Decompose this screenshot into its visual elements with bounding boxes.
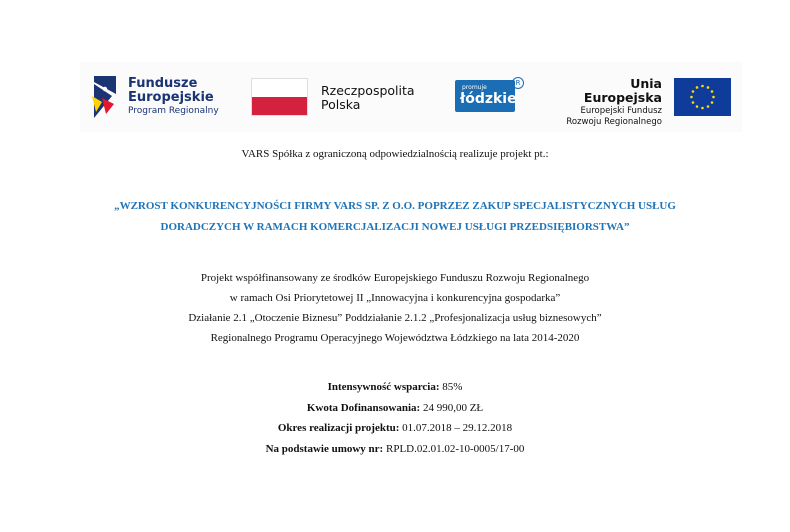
ue-title: Unia Europejska (583, 76, 662, 105)
project-title-line-2: DORADCZYCH W RAMACH KOMERCJALIZACJI NOWEJ USŁUGI PRZEDSIĘBIORSTWA” (160, 221, 630, 233)
period-value: 01.07.2018 – 29.12.2018 (402, 422, 513, 434)
eu-star-icon (692, 101, 695, 104)
agreement-label: Na podstawie umowy nr: (265, 442, 384, 455)
intensity-value: 85% (442, 381, 463, 393)
fe-title-2: Europejskie (128, 89, 214, 105)
fact-period (0, 418, 790, 439)
project-facts (0, 377, 790, 459)
description-line: w ramach Osi Priorytetowej II „Innowacyjna i konkurencyjna gospodarka” (229, 292, 561, 304)
eu-star-icon (692, 90, 695, 93)
registered-icon: R (512, 77, 524, 89)
agreement-value: RPLD.02.01.02-10-0005/17-00 (385, 442, 525, 455)
description-line: Działanie 2.1 „Otoczenie Biznesu” Poddziałanie 2.1.2 „Profesjonalizacja usług biznesowych” (188, 312, 602, 324)
fe-subtitle: Program Regionalny (128, 106, 219, 117)
lodz-big-text: łódzkie (460, 91, 517, 107)
eu-star-icon (711, 90, 714, 93)
intro-text: VARS Spółka z ograniczoną odpowiedzialnością realizuje projekt pt.: (241, 148, 549, 160)
eu-star-icon (711, 101, 714, 104)
description-line: Projekt współfinansowany ze środków Europejskiego Funduszu Rozwoju Regionalnego (200, 272, 590, 284)
period-label: Okres realizacji projektu: (277, 422, 400, 434)
intensity-label: Intensywność wsparcia: (327, 381, 440, 393)
eu-star-icon (712, 96, 715, 99)
rp-line-1: Rzeczpospolita (321, 83, 415, 98)
project-title (0, 196, 790, 238)
description-line: Regionalnego Programu Operacyjnego Województwa Łódzkiego na lata 2014-2020 (210, 332, 580, 344)
unia-europejska-text (558, 77, 662, 127)
fundusze-europejskie-text (128, 77, 219, 117)
fundusze-europejskie-logo-icon (90, 74, 120, 120)
project-title-line-1: „WZROST KONKURENCYJNOŚCI FIRMY VARS SP. Z O.O. POPRZEZ ZAKUP SPECJALISTYCZNYCH USŁUG (114, 200, 676, 212)
project-description (0, 268, 790, 348)
eu-star-icon (707, 86, 710, 89)
ue-sub-1: Europejski Fundusz (580, 105, 662, 116)
amount-value: 24 990,00 ZŁ (422, 401, 484, 414)
lodz-small-text: promuje (462, 84, 487, 91)
eu-star-icon (696, 105, 699, 108)
eu-flag-icon (674, 78, 731, 116)
logo-bar (80, 62, 742, 132)
ue-sub-2: Rozwoju Regionalnego (566, 116, 662, 127)
eu-star-icon (707, 105, 710, 108)
eu-star-icon (701, 107, 704, 110)
fact-intensity (0, 377, 790, 398)
rp-line-2: Polska (321, 97, 361, 113)
fact-agreement (0, 439, 790, 460)
amount-label: Kwota Dofinansowania: (306, 401, 421, 414)
fact-amount (0, 398, 790, 419)
rzeczpospolita-text (321, 84, 415, 113)
lodzkie-logo (455, 80, 515, 112)
eu-star-icon (696, 86, 699, 89)
fe-title-1: Fundusze (128, 76, 198, 91)
polish-flag-icon (251, 78, 308, 116)
eu-star-icon (701, 85, 704, 88)
eu-star-icon (690, 96, 693, 99)
